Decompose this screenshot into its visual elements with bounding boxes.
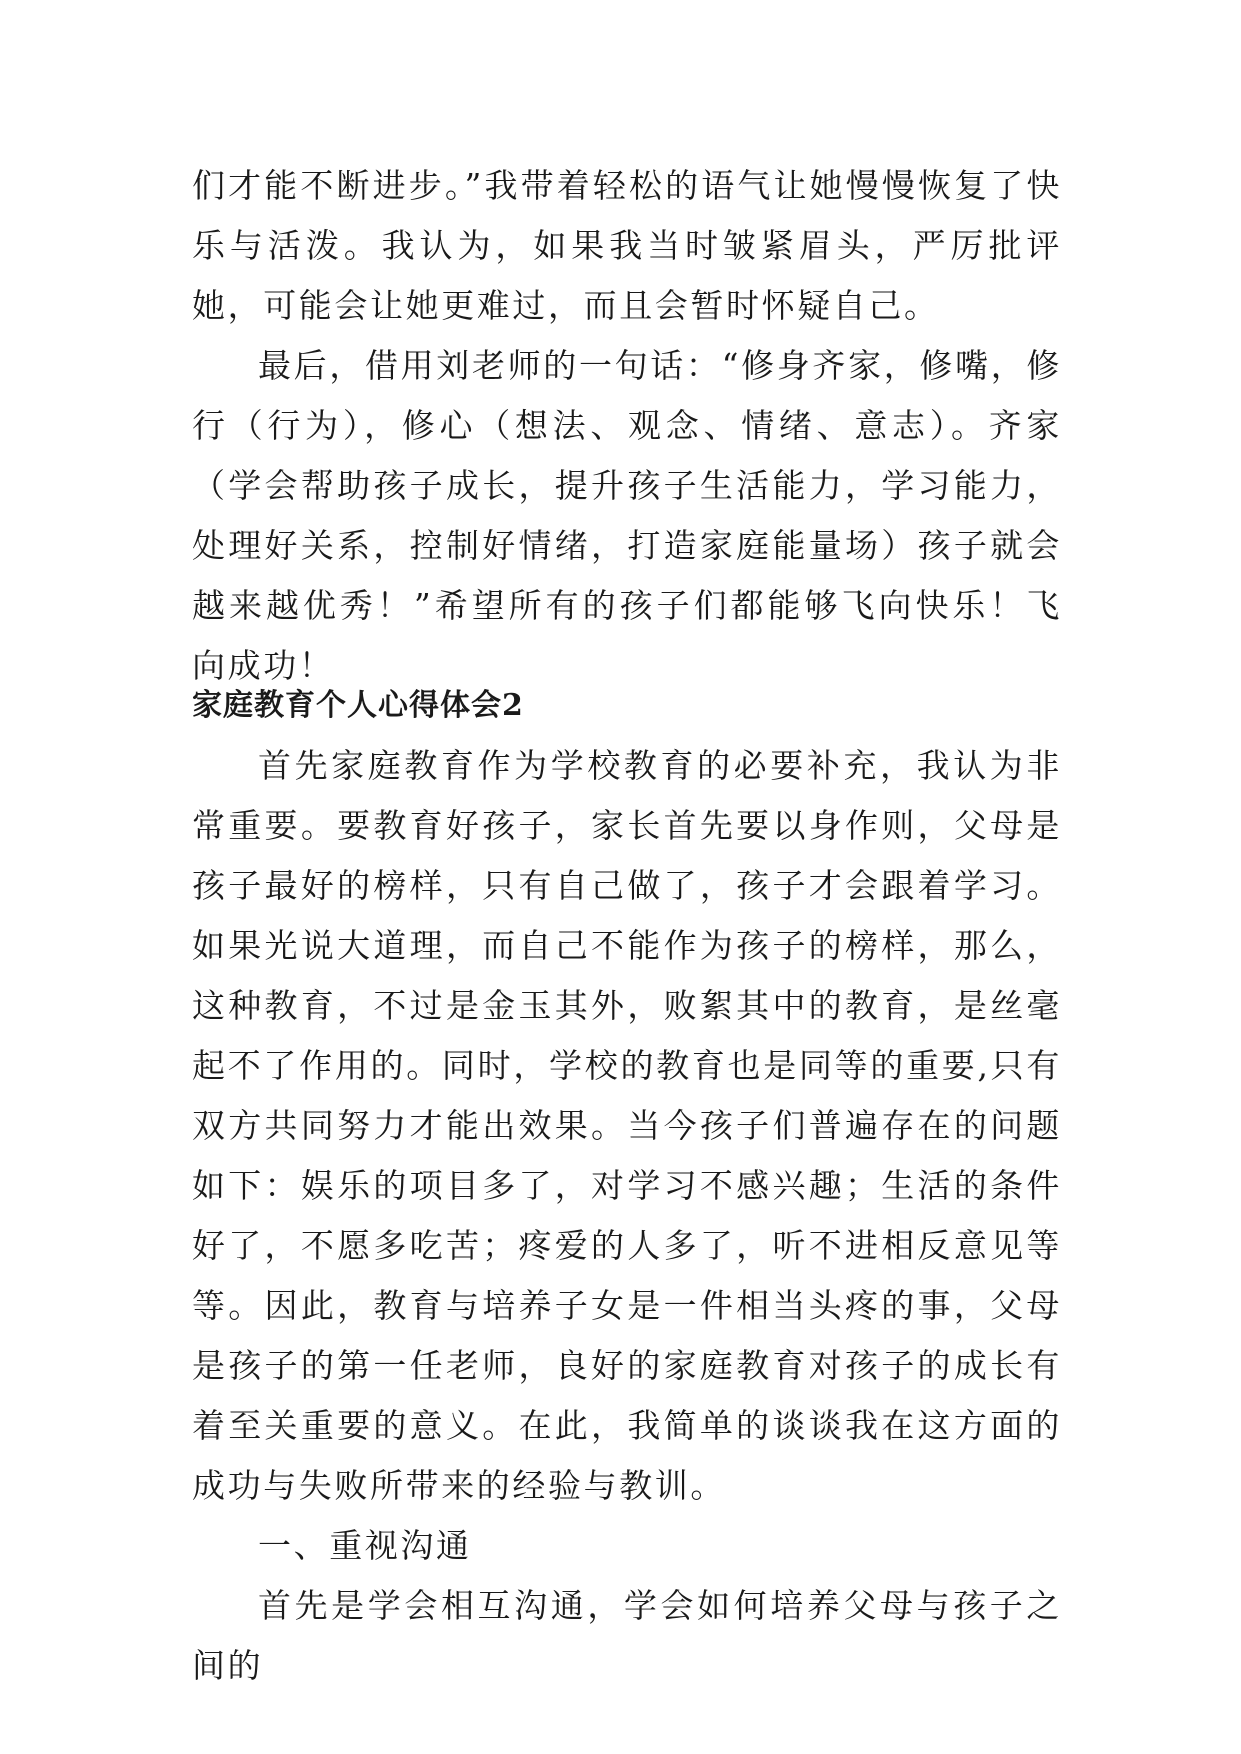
paragraph-intro: 首先家庭教育作为学校教育的必要补充，我认为非常重要。要教育好孩子，家长首先要以身作则，父母是孩子最好的榜样，只有自己做了，孩子才会跟着学习。如果光说大道理，而自己不能作为孩子的榜样，那么，这种教育，不过是金玉其外，败絮其中的教育，是丝毫起不了作用的。同时，学校的教育也是同等的重要,只有双方共同努力才能出效果。当今孩子们普遍存在的问题如下：娱乐的项目多了，对学习不感兴趣；生活的条件好了，不愿多吃苦；疼爱的人多了，听不进相反意见等等。因此，教育与培养子女是一件相当头疼的事，父母是孩子的第一任老师，良好的家庭教育对孩子的成长有着至关重要的意义。在此，我简单的谈谈我在这方面的成功与失败所带来的经验与教训。: [192, 746, 1062, 1505]
section-title: 家庭教育个人心得体会2: [192, 688, 524, 723]
paragraph-conclusion: 最后，借用刘老师的一句话：“修身齐家，修嘴，修行（行为），修心（想法、观念、情绪、意志）。齐家（学会帮助孩子成长，提升孩子生活能力，学习能力，处理好关系，控制好情绪，打造家庭能量场）孩子就会越来越优秀！”希望所有的孩子们都能够飞向快乐！飞向成功！: [192, 346, 1062, 685]
paragraph-communication: 首先是学会相互沟通，学会如何培养父母与孩子之间的: [192, 1586, 1062, 1685]
subheading-communication: 一、重视沟通: [258, 1526, 472, 1565]
paragraph-continued: 们才能不断进步。”我带着轻松的语气让她慢慢恢复了快乐与活泼。我认为，如果我当时皱紧眉头，严厉批评她，可能会让她更难过，而且会暂时怀疑自己。: [192, 166, 1062, 325]
section-continuation: [192, 156, 1062, 696]
section-essay-2: [192, 676, 1062, 1696]
